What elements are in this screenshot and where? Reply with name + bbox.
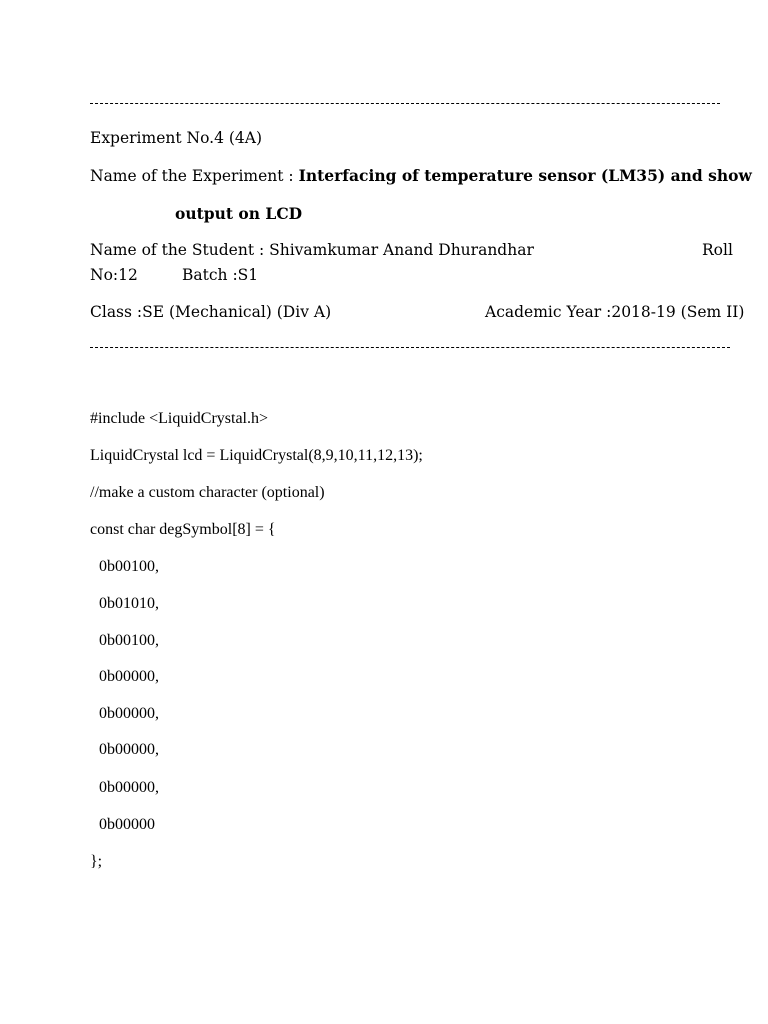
roll-label: Roll [702,241,733,259]
code-line: 0b00000, [99,705,159,722]
experiment-name-label: Name of the Experiment : [90,167,299,185]
code-comment: //make a custom character (optional) [90,484,325,501]
experiment-name-row [90,166,752,186]
roll-number: No:12 [90,266,138,284]
experiment-number: Experiment No.4 (4A) [90,129,263,147]
code-line: 0b00000 [99,816,155,833]
class-info: Class :SE (Mechanical) (Div A) [90,303,332,321]
code-line: 0b00100, [99,558,159,575]
code-line: 0b00100, [99,632,159,649]
batch: Batch :S1 [182,266,259,284]
code-line: 0b00000, [99,668,159,685]
code-line: }; [90,853,103,870]
experiment-name-value: Interfacing of temperature sensor (LM35) and show [298,166,752,185]
experiment-name-continued: output on LCD [175,204,303,223]
code-line: LiquidCrystal lcd = LiquidCrystal(8,9,10,11,12,13); [90,447,423,464]
academic-year: Academic Year :2018-19 (Sem II) [485,303,745,321]
student-name: Name of the Student : Shivamkumar Anand Dhurandhar [90,241,534,259]
top-separator [90,103,720,105]
code-line: 0b01010, [99,595,159,612]
bottom-separator [90,347,730,349]
code-line: #include <LiquidCrystal.h> [90,410,269,427]
code-line: 0b00000, [99,779,159,796]
code-line: const char degSymbol[8] = { [90,521,276,538]
code-line: 0b00000, [99,741,159,758]
